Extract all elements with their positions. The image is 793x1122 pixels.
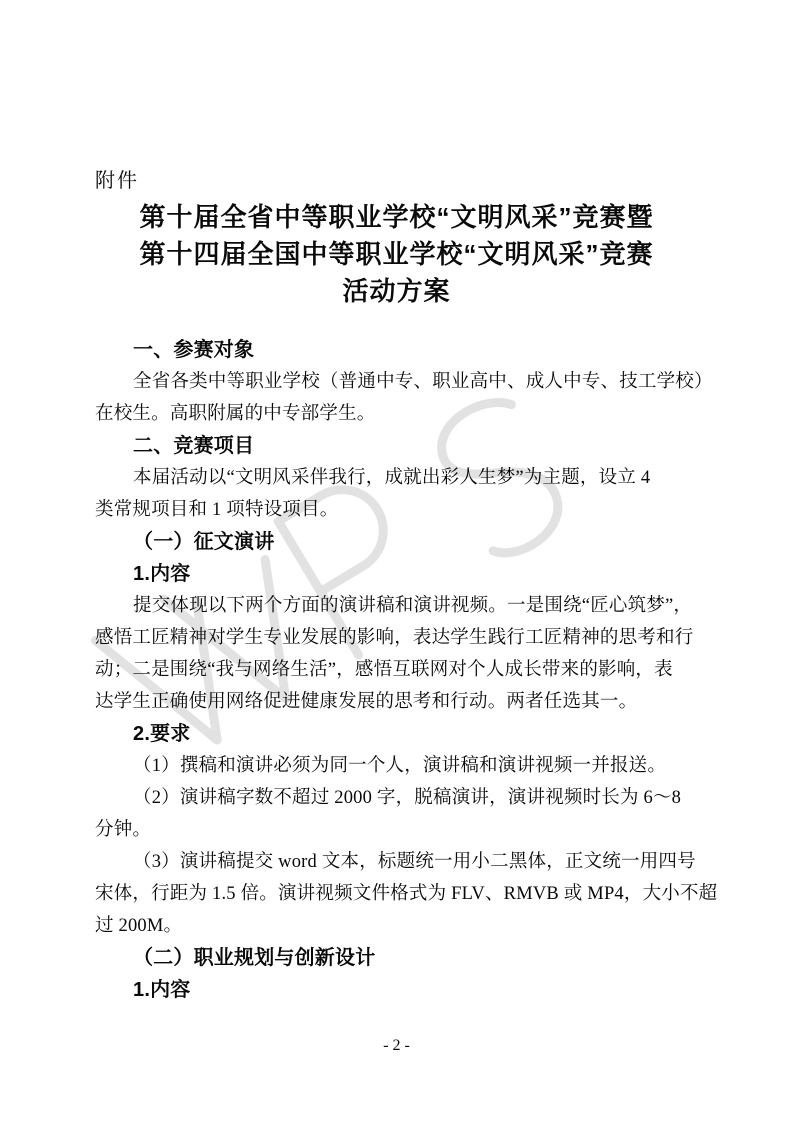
document-title-line-2: 第十四届全国中等职业学校“文明风采”竞赛 [139, 239, 654, 269]
page-number: - 2 - [383, 1037, 410, 1054]
item-heading: 1.内容 [133, 979, 191, 1001]
body-line: 动；二是围绕“我与网络生活”，感悟互联网对个人成长带来的影响，表 [95, 660, 673, 680]
body-line: （3）演讲稿提交 word 文本，标题统一用小二黑体，正文统一用四号 [133, 852, 696, 872]
section-heading: 一、参赛对象 [133, 339, 255, 361]
body-line: 达学生正确使用网络促进健康发展的思考和行动。两者任选其一。 [95, 692, 638, 712]
body-line: （1）撰稿和演讲必须为同一个人，演讲稿和演讲视频一并报送。 [133, 756, 667, 776]
section-heading: 二、竞赛项目 [133, 435, 255, 457]
item-heading: 2.要求 [133, 723, 191, 745]
attachment-label: 附件 [95, 170, 139, 192]
body-line: （2）演讲稿字数不超过 2000 字，脱稿演讲，演讲视频时长为 6～8 [133, 788, 682, 808]
body-line: 宋体，行距为 1.5 倍。演讲视频文件格式为 FLV、RMVB 或 MP4，大小不超 [95, 884, 718, 904]
document-title [95, 199, 698, 310]
body-line: 提交体现以下两个方面的演讲稿和演讲视频。一是围绕“匠心筑梦”， [133, 596, 693, 616]
item-heading: 1.内容 [133, 563, 191, 585]
body-line: 感悟工匠精神对学生专业发展的影响，表达学生践行工匠精神的思考和行 [95, 628, 694, 648]
page-footer [0, 1036, 793, 1056]
body-line: 在校生。高职附属的中专部学生。 [95, 404, 376, 424]
body-line: 类常规项目和 1 项特设项目。 [95, 500, 339, 520]
subsection-heading: （一）征文演讲 [133, 531, 275, 553]
document-title-line-3: 活动方案 [342, 276, 451, 306]
body-line: 过 200M。 [95, 916, 183, 936]
body-line: 分钟。 [95, 820, 152, 840]
document-body [95, 334, 718, 1006]
document-title-line-1: 第十届全省中等职业学校“文明风采”竞赛暨 [139, 202, 654, 232]
body-line: 全省各类中等职业学校（普通中专、职业高中、成人中专、技工学校） [133, 372, 713, 392]
body-line: 本届活动以“文明风采伴我行，成就出彩人生梦”为主题，设立 4 [133, 468, 651, 488]
subsection-heading: （二）职业规划与创新设计 [133, 947, 376, 969]
